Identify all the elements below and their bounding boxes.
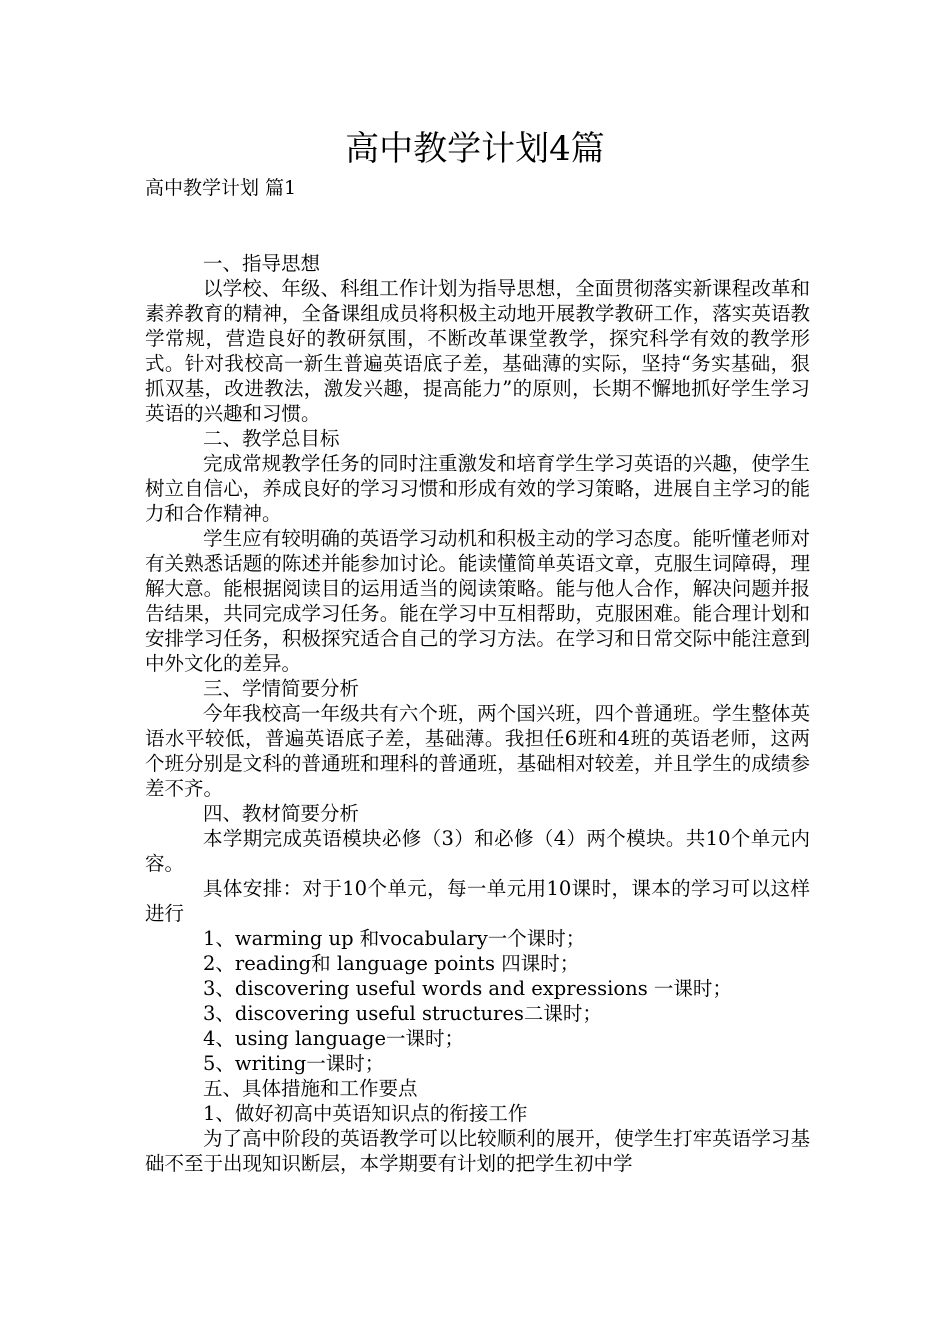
document-title: 高中教学计划4篇 <box>345 129 605 169</box>
paragraph: 今年我校高一年级共有六个班，两个国兴班，四个普通班。学生整体英语水平较低，普遍英语底子差，基础薄。我担任6班和4班的英语老师，这两个班分别是文科的普通班和理科的普通班，基础相对较差，并且学生的成绩参差不齐。 <box>145 702 810 800</box>
paragraph: 本学期完成英语模块必修（3）和必修（4）两个模块。共10个单元内容。 <box>145 827 810 875</box>
section-heading: 一、指导思想 <box>203 252 321 275</box>
list-item: 5、writing一课时； <box>203 1052 385 1075</box>
paragraph: 以学校、年级、科组工作计划为指导思想，全面贯彻落实新课程改革和素养教育的精神，全备课组成员将积极主动地开展教学教研工作，落实英语教学常规，营造良好的教研氛围，不断改革课堂教学，探究科学有效的教学形式。针对我校高一新生普遍英语底子差，基础薄的实际，坚持“务实基础，狠抓双基，改进教法，激发兴趣，提高能力”的原则，长期不懈地抓好学生学习英语的兴趣和习惯。 <box>145 277 810 425</box>
list-item: 1、warming up 和vocabulary一个课时； <box>203 927 586 950</box>
paragraph: 为了高中阶段的英语教学可以比较顺利的展开，使学生打牢英语学习基础不至于出现知识断层，本学期要有计划的把学生初中学 <box>145 1127 810 1175</box>
section-heading: 三、学情简要分析 <box>203 677 360 700</box>
section-heading: 四、教材简要分析 <box>203 802 360 825</box>
list-item: 4、using language一课时； <box>203 1027 465 1050</box>
list-item: 3、discovering useful words and expressions 一课时； <box>203 977 732 1000</box>
paragraph: 具体安排：对于10个单元，每一单元用10课时，课本的学习可以这样进行 <box>145 877 810 925</box>
document-body <box>145 251 810 1176</box>
list-item: 2、reading和 language points 四课时； <box>203 952 580 975</box>
document-subtitle: 高中教学计划 篇1 <box>145 177 297 199</box>
subsection-heading: 1、做好初高中英语知识点的衔接工作 <box>203 1102 528 1125</box>
section-heading: 五、具体措施和工作要点 <box>203 1077 418 1100</box>
paragraph: 学生应有较明确的英语学习动机和积极主动的学习态度。能听懂老师对有关熟悉话题的陈述并能参加讨论。能读懂简单英语文章，克服生词障碍，理解大意。能根据阅读目的运用适当的阅读策略。能与他人合作，解决问题并报告结果，共同完成学习任务。能在学习中互相帮助，克服困难。能合理计划和安排学习任务，积极探究适合自己的学习方法。在学习和日常交际中能注意到中外文化的差异。 <box>145 527 810 675</box>
list-item: 3、discovering useful structures二课时； <box>203 1002 602 1025</box>
section-heading: 二、教学总目标 <box>203 427 340 450</box>
paragraph: 完成常规教学任务的同时注重激发和培育学生学习英语的兴趣，使学生树立自信心，养成良好的学习习惯和形成有效的学习策略，进展自主学习的能力和合作精神。 <box>145 452 810 525</box>
